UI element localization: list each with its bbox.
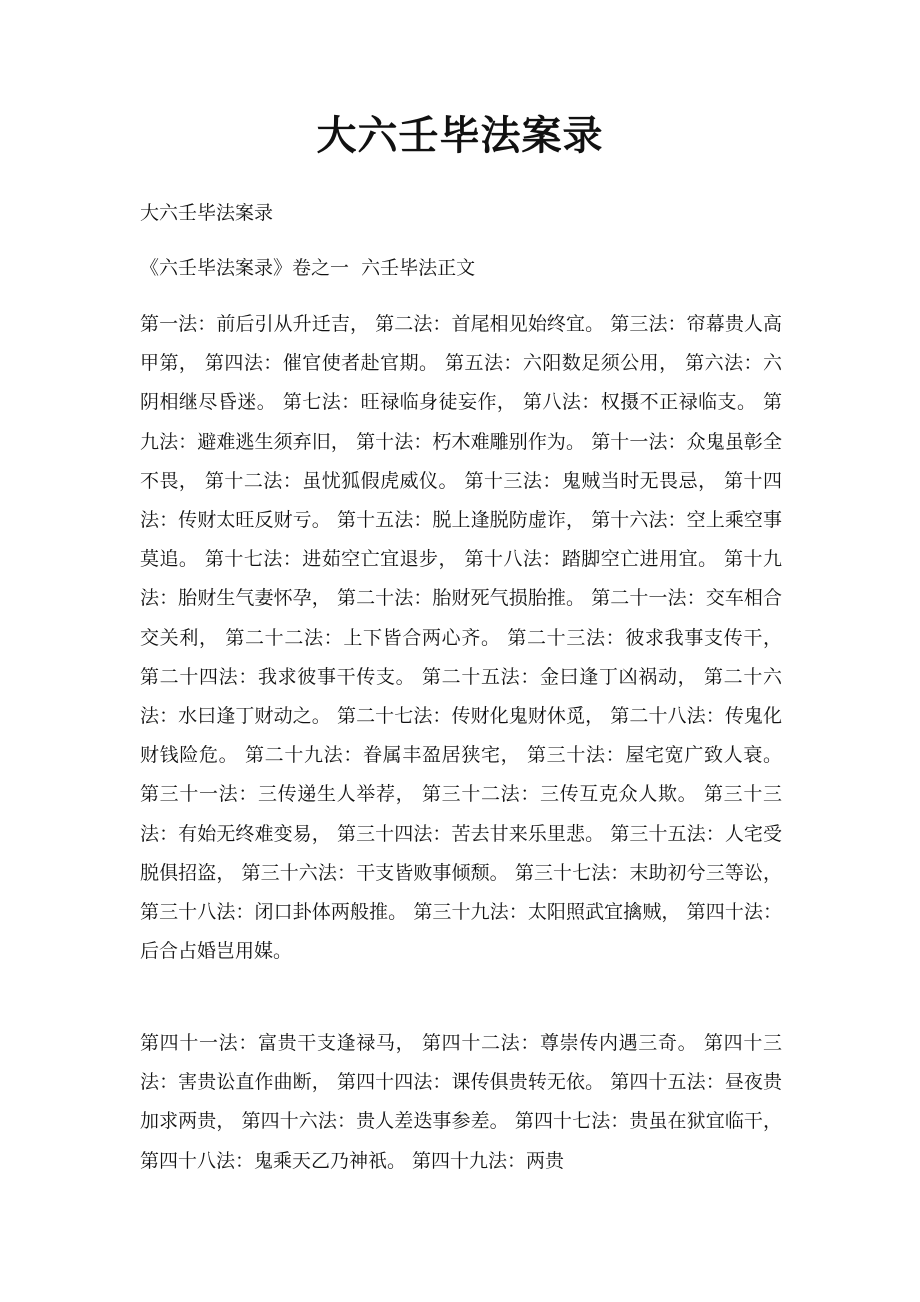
document-subtitle: 大六壬毕法案录 [140,202,274,224]
document-title: 大六壬毕法案录 [316,112,604,159]
body-paragraph: 第四十一法：富贵干支逢禄马， 第四十二法：尊崇传内遇三奇。 第四十三法：害贵讼直作曲断， 第四十四法：课传俱贵转无依。 第四十五法：昼夜贵加求两贵， 第四十六法：贵人差迭事参差。 第四十七法：贵虽在狱宜临干， 第四十八法：鬼乘天乙乃神祇。 第四十九法：两贵 [140,1032,782,1172]
body-paragraph: 第一法：前后引从升迁吉， 第二法：首尾相见始终宜。 第三法：帘幕贵人高甲第， 第四法：催官使者赴官期。 第五法：六阳数足须公用， 第六法：六阴相继尽昏迷。 第七法：旺禄临身徒妄作， 第八法：权摄不正禄临支。 第九法：避难逃生须弃旧， 第十法：朽木难雕别作为。 第十一法：众鬼虽彰全不畏， 第十二法：虽忧狐假虎威仪。 第十三法：鬼贼当时无畏忌， 第十四法：传财太旺反财亏。 第十五法：脱上逢脱防虚诈， 第十六法：空上乘空事莫追。 第十七法：进茹空亡宜退步， 第十八法：踏脚空亡进用宜。 第十九法：胎财生气妻怀孕， 第二十法：胎财死气损胎推。 第二十一法：交车相合交关利， 第二十二法：上下皆合两心齐。 第二十三法：彼求我事支传干， 第二十四法：我求彼事干传支。 第二十五法：金曰逢丁凶祸动， 第二十六法：水曰逢丁财动之。 第二十七法：传财化鬼财休觅， 第二十八法：传鬼化财钱险危。 第二十九法：眷属丰盈居狭宅， 第三十法：屋宅宽广致人衰。 第三十一法：三传递生人举荐， 第三十二法：三传互克众人欺。 第三十三法：有始无终难变易， 第三十四法：苦去甘来乐里悲。 第三十五法：人宅受脱俱招盗， 第三十六法：干支皆败事倾颓。 第三十七法：末助初兮三等讼， 第三十八法：闭口卦体两般推。 第三十九法：太阳照武宜擒贼， 第四十法：后合占婚岂用媒。 [140,313,782,963]
volume-heading: 《六壬毕法案录》卷之一 六壬毕法正文 [140,257,476,279]
